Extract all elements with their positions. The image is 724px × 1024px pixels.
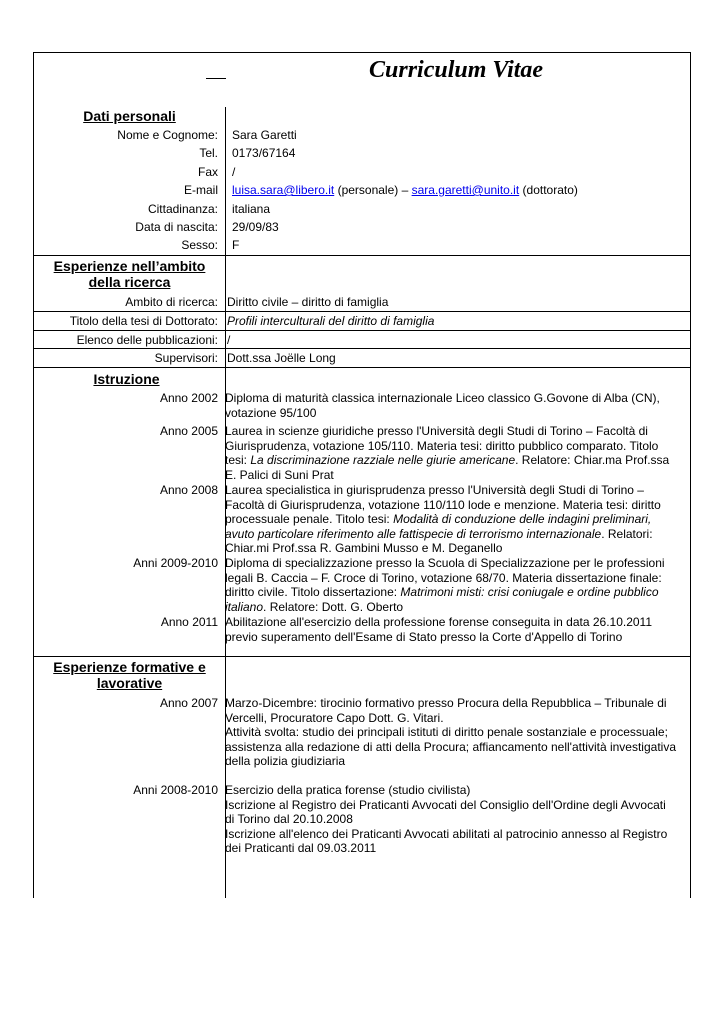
entry-text: tesi: [225, 453, 251, 468]
istruzione-entry [225, 391, 684, 420]
value-data-nascita: 29/09/83 [232, 220, 279, 234]
entry-line: Attività svolta: studio dei principali istituti di diritto penale sostanziale e processuale; [225, 725, 668, 740]
heading-line: della ricerca [88, 274, 171, 290]
entry-text: . Relatore: Dott. G. Oberto [263, 599, 404, 614]
formative-entry [225, 783, 684, 856]
entry-line: Iscrizione al Registro dei Praticanti Avvocati del Consiglio dell'Ordine degli Avvocati [225, 797, 666, 812]
entry-line: E. Palici di Suni Prat [225, 467, 334, 482]
istruzione-entry [225, 556, 684, 614]
entry-line [225, 600, 684, 615]
entry-text: . Relatore: Chiar.ma Prof.ssa [515, 453, 670, 468]
entry-line [225, 512, 684, 527]
email-link-dottorato[interactable]: sara.garetti@unito.it [411, 183, 520, 197]
year-label: Anno 2008 [159, 483, 218, 497]
row-divider [34, 311, 690, 312]
row-divider [34, 255, 690, 256]
entry-line: Marzo-Dicembre: tirocinio formativo presso Procura della Repubblica – Tribunale di [225, 696, 667, 710]
entry-line: Iscrizione all'elenco dei Praticanti Avvocati abilitati al patrocinio annesso al Registro [225, 826, 668, 841]
entry-italic: Matrimoni misti: crisi coniugale e ordine pubblico [400, 585, 659, 600]
entry-line [225, 585, 684, 600]
entry-italic: italiano [225, 599, 264, 614]
row-divider [34, 367, 690, 368]
entry-line [225, 527, 684, 542]
title-dash [206, 78, 226, 79]
label-supervisori: Supervisori: [154, 351, 218, 365]
label-cittadinanza: Cittadinanza: [147, 202, 218, 216]
istruzione-entry [225, 424, 684, 482]
value-pubblicazioni: / [227, 333, 231, 347]
label-tel: Tel. [199, 146, 218, 160]
label-pubblicazioni: Elenco delle pubblicazioni: [76, 333, 218, 347]
label-fax: Fax [197, 165, 218, 179]
year-label: Anno 2005 [159, 424, 218, 438]
istruzione-entry [225, 483, 684, 556]
heading-line: Esperienze nell’ambito [53, 258, 206, 274]
year-label: Anni 2008-2010 [133, 783, 218, 797]
istruzione-entry [225, 615, 684, 644]
entry-text: diritto civile. Titolo dissertazione: [225, 585, 401, 600]
value-fax: / [232, 165, 236, 179]
entry-line: legali B. Caccia – F. Croce di Torino, votazione 68/70. Materia dissertazione finale: [225, 570, 662, 585]
label-nome: Nome e Cognome: [117, 128, 218, 142]
year-label: Anni 2009-2010 [133, 556, 218, 570]
section-heading-ricerca [34, 258, 225, 290]
entry-line: Diploma di specializzazione presso la Scuola di Specializzazione per le professioni [225, 556, 665, 570]
heading-line: Esperienze formative e [53, 659, 206, 675]
entry-line: dei Praticanti dal 09.03.2011 [225, 841, 377, 856]
formative-entry [225, 696, 684, 769]
row-divider [34, 348, 690, 349]
section-heading-formative [34, 659, 225, 691]
entry-line: previo superamento dell'Esame di Stato presso la Corte d'Appello di Torino [225, 629, 623, 644]
section-heading-istruzione: Istruzione [93, 371, 160, 387]
entry-line [225, 453, 684, 468]
value-sesso: F [232, 238, 240, 252]
entry-line: della polizia giudiziaria [225, 754, 346, 769]
heading-line: lavorative [96, 675, 163, 691]
entry-line: Laurea specialistica in giurisprudenza presso l'Università degli Studi di Torino – [225, 483, 644, 497]
email-note-1: (personale) – [334, 183, 412, 197]
label-data-nascita: Data di nascita: [135, 220, 218, 234]
entry-line: votazione 95/100 [225, 405, 317, 420]
entry-line: Vercelli, Procuratore Capo Dott. G. Vitari. [225, 710, 444, 725]
label-ambito: Ambito di ricerca: [125, 295, 218, 309]
entry-italic: avuto particolare riferimento alle fattispecie di terrorismo internazionale [225, 526, 602, 541]
value-supervisori: Dott.ssa Joëlle Long [227, 351, 336, 365]
entry-line: Facoltà di Giurisprudenza, votazione 110/110 lode e menzione. Materia tesi: diritto [225, 497, 661, 512]
entry-line: Chiar.mi Prof.ssa R. Gambini Musso e M. Deganello [225, 541, 503, 556]
row-divider [34, 330, 690, 331]
row-divider [34, 656, 690, 657]
entry-line: di Torino dal 20.10.2008 [225, 812, 353, 827]
year-label: Anno 2002 [159, 391, 218, 405]
entry-text: . Relatori: [601, 526, 653, 541]
entry-line: Laurea in scienze giuridiche presso l'Università degli Studi di Torino – Facoltà di [225, 424, 648, 438]
label-titolo-tesi: Titolo della tesi di Dottorato: [69, 314, 218, 328]
value-ambito: Diritto civile – diritto di famiglia [227, 295, 389, 309]
email-note-2: (dottorato) [519, 183, 578, 197]
page-title: Curriculum Vitae [369, 57, 544, 83]
year-label: Anno 2007 [159, 696, 218, 710]
value-titolo-tesi: Profili interculturali del diritto di famiglia [227, 314, 435, 328]
value-nome: Sara Garetti [232, 128, 297, 142]
entry-line: Diploma di maturità classica internazionale Liceo classico G.Govone di Alba (CN), [225, 391, 660, 405]
cv-page [33, 52, 691, 898]
label-email: E-mail [183, 183, 218, 197]
entry-line: Abilitazione all'esercizio della professione forense conseguita in data 26.10.2011 [225, 615, 653, 629]
entry-line: Giurisprudenza, votazione 105/110. Materia tesi: diritto pubblico comparato. Titolo [225, 438, 659, 453]
value-cittadinanza: italiana [232, 202, 271, 216]
section-heading-dati-personali: Dati personali [83, 108, 176, 124]
entry-line: Esercizio della pratica forense (studio civilista) [225, 783, 471, 797]
value-tel: 0173/67164 [232, 146, 296, 160]
entry-line: assistenza alla redazione di atti della Procura; affiancamento nell'attività investigativa [225, 739, 676, 754]
entry-italic: Modalità di conduzione delle indagini preliminari, [393, 512, 652, 527]
year-label: Anno 2011 [160, 615, 218, 629]
value-email [232, 183, 578, 197]
entry-italic: La discriminazione razziale nelle giurie americane [250, 453, 516, 468]
label-sesso: Sesso: [181, 238, 218, 252]
entry-text: processuale penale. Titolo tesi: [225, 512, 394, 527]
email-link-personale[interactable]: luisa.sara@libero.it [232, 183, 335, 197]
